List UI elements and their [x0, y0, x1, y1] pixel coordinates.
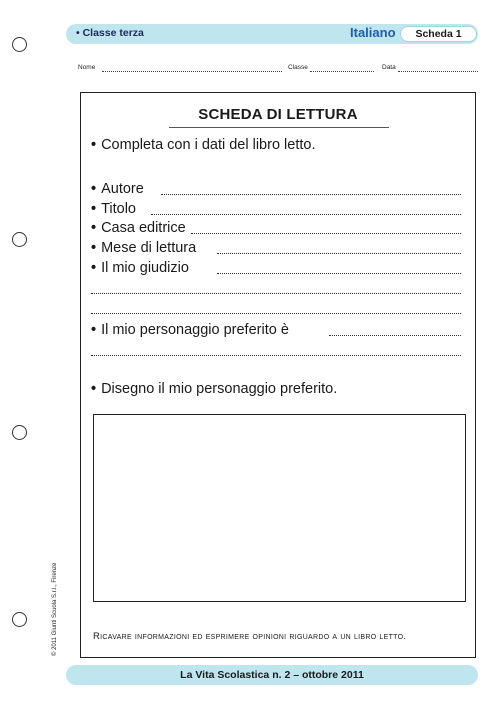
bullet: •: [91, 137, 97, 153]
drawing-area[interactable]: [93, 414, 466, 602]
item-reading-month: [91, 240, 196, 256]
author-answer-line[interactable]: [161, 183, 461, 195]
worksheet-frame: [80, 92, 476, 658]
item-author-label: Autore: [101, 181, 144, 197]
drawing-prompt-text: Disegno il mio personaggio preferito.: [101, 381, 338, 397]
learning-objective: Ricavare informazioni ed esprimere opinioni riguardo a un libro letto.: [93, 631, 407, 642]
favorite-character-answer-line[interactable]: [329, 324, 461, 336]
student-fields: [78, 64, 478, 76]
bullet: •: [91, 322, 97, 338]
bullet: •: [91, 181, 97, 197]
class-field[interactable]: [310, 69, 374, 72]
binder-hole-3: [12, 425, 27, 440]
publisher-answer-line[interactable]: [191, 222, 461, 234]
date-label: Data: [382, 64, 396, 71]
grade-label: • Classe terza: [76, 27, 144, 39]
item-favorite-character: [91, 322, 289, 338]
item-opinion: [91, 260, 189, 276]
opinion-answer-line-3[interactable]: [91, 302, 461, 314]
copyright-notice: © 2011 Giunti Scuola S.r.l., Firenze: [52, 562, 58, 656]
subject-label: Italiano: [350, 25, 396, 40]
card-number-badge: Scheda 1: [400, 26, 477, 42]
favorite-character-answer-line-2[interactable]: [91, 344, 461, 356]
item-opinion-label: Il mio giudizio: [101, 260, 189, 276]
name-field[interactable]: [102, 69, 282, 72]
item-title-label: Titolo: [101, 201, 136, 217]
title-underline: [169, 127, 389, 128]
item-publisher: [91, 220, 186, 236]
instruction-text: Completa con i dati del libro letto.: [101, 137, 316, 153]
header-bar: [66, 24, 478, 44]
drawing-prompt-line: [91, 381, 337, 397]
opinion-answer-line-2[interactable]: [91, 282, 461, 294]
bullet: •: [91, 220, 97, 236]
date-field[interactable]: [398, 69, 478, 72]
binder-hole-2: [12, 232, 27, 247]
item-favorite-character-label: Il mio personaggio preferito è: [101, 322, 289, 338]
class-label: Classe: [288, 64, 308, 71]
item-title: [91, 201, 136, 217]
bullet: •: [91, 381, 97, 397]
bullet: •: [91, 240, 97, 256]
bullet: •: [91, 260, 97, 276]
item-author: [91, 181, 144, 197]
binder-hole-4: [12, 612, 27, 627]
reading-month-answer-line[interactable]: [217, 242, 461, 254]
publication-footer: La Vita Scolastica n. 2 – ottobre 2011: [66, 665, 478, 685]
title-answer-line[interactable]: [151, 203, 461, 215]
binder-hole-1: [12, 37, 27, 52]
instruction-line: [91, 137, 315, 153]
opinion-answer-line[interactable]: [217, 262, 461, 274]
worksheet-title: SCHEDA DI LETTURA: [198, 106, 358, 123]
item-publisher-label: Casa editrice: [101, 220, 186, 236]
name-label: Nome: [78, 64, 96, 71]
item-reading-month-label: Mese di lettura: [101, 240, 197, 256]
bullet: •: [91, 201, 97, 217]
